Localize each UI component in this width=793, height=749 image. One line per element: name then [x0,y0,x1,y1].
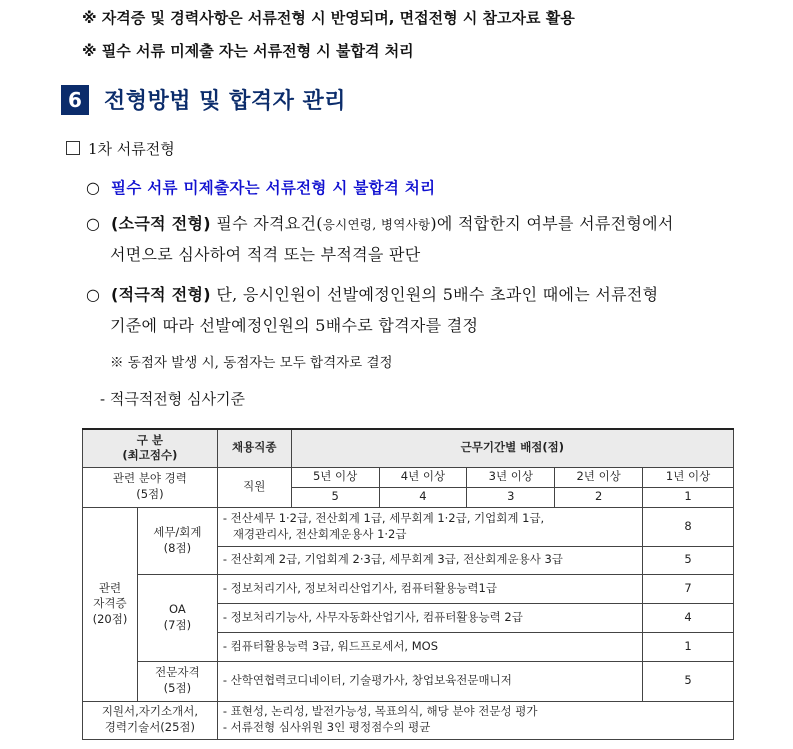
experience-max: (5점) [136,487,164,501]
section-title: 전형방법 및 합격자 관리 [104,89,346,114]
year-score-2: 2 [555,487,643,507]
cert-group-line-2: 자격증 [93,596,127,611]
passive-screening-text-2: )에 적합한지 여부를 서류전형에서 [430,214,674,233]
section-number-badge: 6 [61,85,89,115]
oa-label: OA [169,601,186,616]
documents-label-2: 경력기술서(25점) [104,720,196,734]
circle-bullet-icon: ○ [86,285,101,304]
experience-job: 직원 [217,467,291,507]
header-job-type: 채용직종 [217,429,291,467]
checkbox-square-icon [66,141,80,155]
header-category-label: 구 분 [136,432,164,447]
tax-row-1-line-b: 재경관리사, 전산회계운용사 1·2급 [232,526,407,541]
bullet-required-docs [86,176,435,198]
subsection-heading [66,138,175,159]
bullet-active-screening [86,282,658,305]
passive-screening-label: (소극적 전형) [111,214,211,233]
documents-criteria-line-1: - 표현성, 논리성, 발전가능성, 목표의식, 해당 분야 전문성 평가 [222,704,538,719]
tax-label: 세무/회계 [153,524,202,539]
year-header-2: 2년 이상 [555,467,643,487]
oa-max: (7점) [163,617,192,632]
cert-group-line-3: (20점) [92,611,128,626]
header-category-sub: (최고점수) [122,448,178,463]
tax-row-1 [217,507,642,546]
professional-label: 전문자격 [155,665,200,680]
certificates-category [83,507,138,701]
oa-row-3: - 컴퓨터활용능력 3급, 워드프로세서, MOS [217,632,642,661]
tax-accounting-category [137,507,217,574]
note-certificates: ※ 자격증 및 경력사항은 서류전형 시 반영되며, 면접전형 시 참고자료 활용 [82,9,575,27]
year-score-5: 5 [291,487,379,507]
year-score-4: 4 [379,487,467,507]
tax-row-1-score: 8 [643,507,734,546]
passive-screening-small: 응시연령, 병역사항 [322,217,431,232]
tie-note: ※ 동점자 발생 시, 동점자는 모두 합격자로 결정 [110,355,393,371]
header-category [83,429,218,467]
active-screening-line-2: 기준에 따라 선발예정인원의 5배수로 합격자를 결정 [110,316,479,335]
oa-row-2-score: 4 [643,603,734,632]
year-score-3: 3 [467,487,555,507]
cert-group-line-1: 관련 [98,580,122,595]
bullet-required-docs-text: 필수 서류 미제출자는 서류전형 시 불합격 처리 [111,179,436,197]
screening-criteria-table [82,428,734,740]
header-score-by-period: 근무기간별 배점(점) [291,429,733,467]
professional-row-score: 5 [643,661,734,701]
circle-bullet-icon: ○ [86,214,101,233]
year-header-3: 3년 이상 [467,467,555,487]
year-score-1: 1 [643,487,734,507]
tax-row-2-score: 5 [643,546,734,574]
year-header-5: 5년 이상 [291,467,379,487]
professional-category [137,661,217,701]
passive-screening-text-1: 필수 자격요건( [210,214,323,233]
tax-row-1-line-a: - 전산세무 1·2급, 전산회계 1급, 세무회계 1·2급, 기업회계 1급, [222,510,545,525]
year-header-4: 4년 이상 [379,467,467,487]
year-header-1: 1년 이상 [643,467,734,487]
documents-criteria [217,701,733,739]
subsection-label: 1차 서류전형 [88,140,175,158]
circle-bullet-icon: ○ [86,178,101,197]
professional-row: - 산학연협력코디네이터, 기술평가사, 창업보육전문매니저 [217,661,642,701]
professional-max: (5점) [163,681,192,695]
tax-max: (8점) [163,540,192,555]
active-screening-label: (적극적 전형) [111,285,211,304]
active-criteria-heading: - 적극적전형 심사기준 [100,390,246,408]
active-screening-text-1: 단, 응시인원이 선발예정인원의 5배수 초과인 때에는 서류전형 [210,285,659,304]
experience-category [83,467,218,507]
tax-row-2: - 전산회계 2급, 기업회계 2·3급, 세무회계 3급, 전산회계운용사 3급 [217,546,642,574]
bullet-passive-screening [86,211,674,234]
note-missing-documents: ※ 필수 서류 미제출 자는 서류전형 시 불합격 처리 [82,42,414,60]
oa-category [137,574,217,661]
oa-row-1-score: 7 [643,574,734,603]
oa-row-2: - 정보처리기능사, 사무자동화산업기사, 컴퓨터활용능력 2급 [217,603,642,632]
documents-criteria-line-2: - 서류전형 심사위원 3인 평정점수의 평균 [222,720,431,734]
documents-category [83,701,218,739]
documents-label-1: 지원서,자기소개서, [101,704,198,719]
experience-label: 관련 분야 경력 [112,471,187,486]
oa-row-3-score: 1 [643,632,734,661]
oa-row-1: - 정보처리기사, 정보처리산업기사, 컴퓨터활용능력1급 [217,574,642,603]
passive-screening-line-2: 서면으로 심사하여 적격 또는 부적격을 판단 [110,245,421,264]
